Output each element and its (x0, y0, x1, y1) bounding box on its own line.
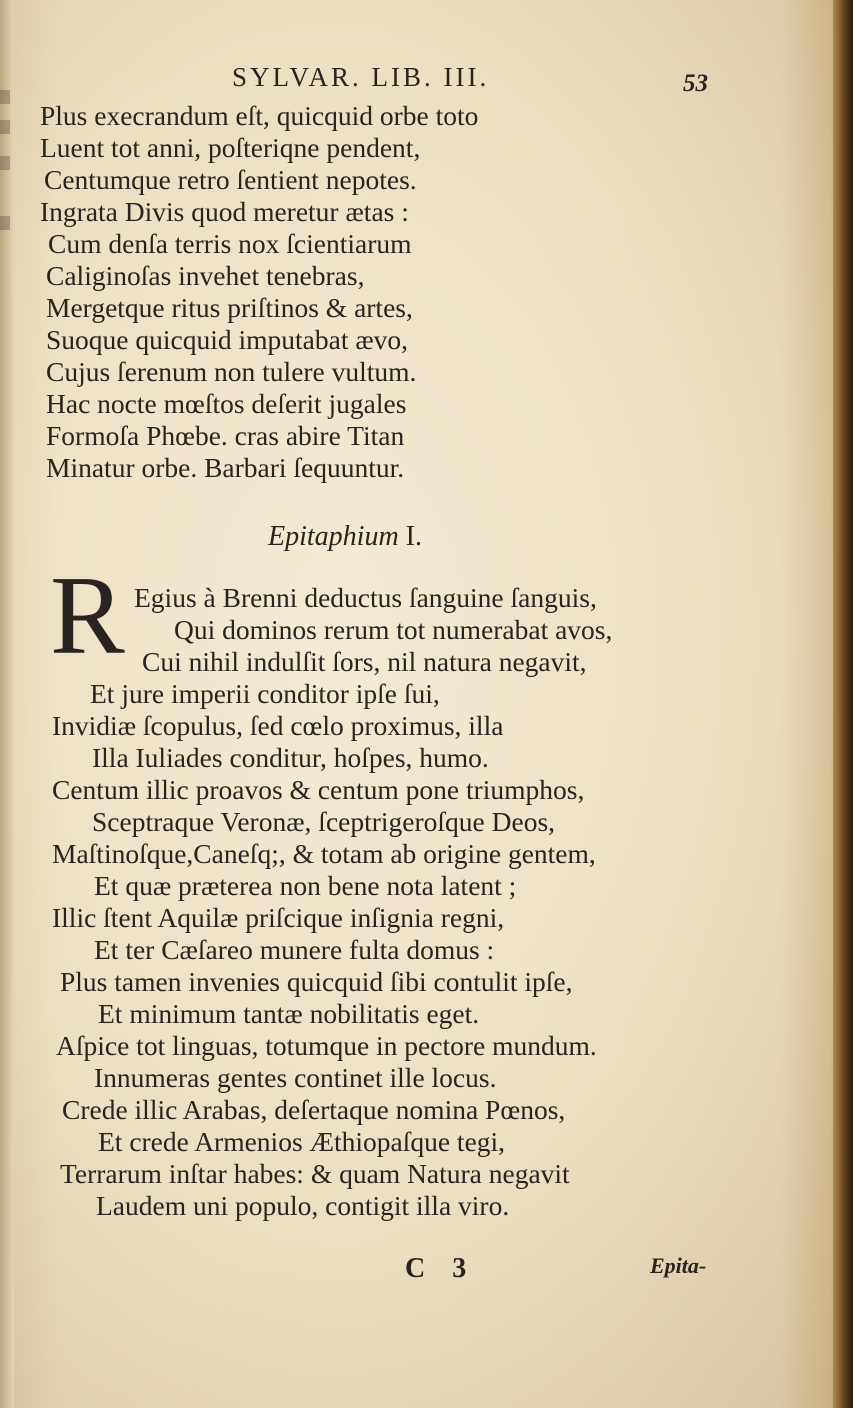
verse-line: Illa Iuliades conditur, hoſpes, humo. (92, 742, 489, 773)
bleed-mark (0, 216, 10, 230)
epitaph-title-word: Epitaphium (268, 521, 399, 552)
verse-line: Aſpice tot linguas, totumque in pectore mundum. (56, 1030, 597, 1061)
verse-line: Et ter Cæſareo munere fulta domus : (94, 934, 495, 965)
catchword: Epita- (650, 1253, 707, 1278)
running-title: SYLVAR. LIB. III. (232, 62, 490, 92)
verse-line: Suoque quicquid imputabat ævo, (46, 324, 409, 355)
verse-line: Maſtinoſque,Caneſq;, & totam ab origine gentem, (52, 838, 596, 869)
verse-line: Formoſa Phœbe. cras abire Titan (46, 420, 405, 451)
verse-line: Luent tot anni, poſteriqne pendent, (40, 132, 421, 163)
bleed-mark (0, 90, 10, 104)
verse-line: Cujus ſerenum non tulere vultum. (46, 356, 417, 387)
verse-line: Terrarum inſtar habes: & quam Natura negavit (60, 1158, 570, 1189)
verse-line: Et crede Armenios Æthiopaſque tegi, (98, 1126, 506, 1157)
verse-line: Plus tamen invenies quicquid ſibi contulit ipſe, (60, 966, 573, 997)
verse-line: Crede illic Arabas, deſertaque nomina Pœnos, (62, 1094, 566, 1125)
verse-line: Et minimum tantæ nobilitatis eget. (98, 998, 480, 1029)
verse-line: Minatur orbe. Barbari ſequuntur. (46, 452, 405, 483)
verse-line: Innumeras gentes continet ille locus. (94, 1062, 497, 1093)
verse-line: Centumque retro ſentient nepotes. (44, 164, 417, 195)
verse-line: Centum illic proavos & centum pone triumphos, (52, 774, 585, 805)
epitaph-title (268, 521, 422, 553)
verse-line: Ingrata Divis quod meretur ætas : (40, 196, 409, 227)
bleed-mark (0, 156, 10, 170)
bleed-mark (0, 120, 10, 134)
verse-line: Mergetque ritus priſtinos & artes, (46, 292, 413, 323)
verse-line: Qui dominos rerum tot numerabat avos, (174, 614, 613, 645)
signature-mark: C 3 (405, 1253, 477, 1284)
verse-line: Invidiæ ſcopulus, ſed cœlo proximus, illa (52, 710, 504, 741)
epitaph-title-number: I. (405, 521, 422, 552)
verse-line: Egius à Brenni deductus ſanguine ſanguis, (134, 582, 597, 613)
verse-line: Caliginoſas invehet tenebras, (46, 260, 365, 291)
drop-cap: R (50, 554, 125, 678)
verse-line: Et jure imperii conditor ipſe ſui, (90, 678, 440, 709)
page-right-edge (833, 0, 853, 1408)
page-left-edge (0, 0, 14, 1408)
verse-line: Laudem uni populo, contigit illa viro. (96, 1190, 510, 1221)
verse-line: Hac nocte mœſtos deſerit jugales (46, 388, 407, 419)
page-number: 53 (683, 70, 708, 97)
verse-line: Illic ſtent Aquilæ priſcique inſignia regni, (52, 902, 505, 933)
verse-line: Et quæ præterea non bene nota latent ; (94, 870, 517, 901)
verse-line: Sceptraque Veronæ, ſceptrigeroſque Deos, (92, 806, 556, 837)
verse-line: Cum denſa terris nox ſcientiarum (48, 228, 412, 259)
verse-line: Cui nihil indulſit ſors, nil natura negavit, (142, 646, 587, 677)
verse-line: Plus execrandum eſt, quicquid orbe toto (40, 100, 479, 131)
